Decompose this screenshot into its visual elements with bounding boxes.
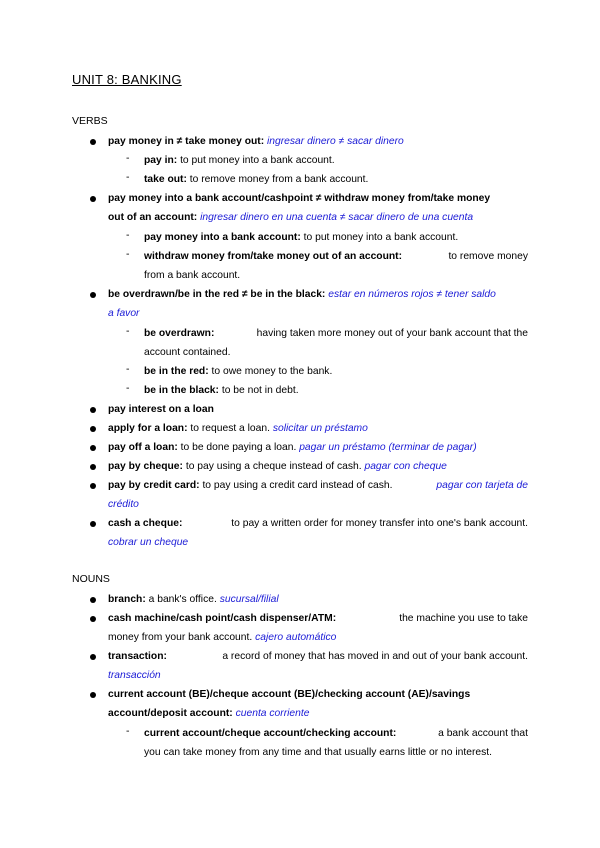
dash-marker: - [126,363,130,375]
list-item [108,189,528,227]
spanish-translation: pagar con cheque [364,461,447,472]
spanish-translation: ingresar dinero en una cuenta ≠ sacar dinero de una cuenta [200,212,474,223]
bullet-point [90,616,96,622]
sub-list-item [144,170,528,189]
term: current account/cheque account/checking account: [144,728,397,739]
bullet-point [90,597,96,603]
definition-continued: from a bank account. [144,270,241,281]
list-item [108,609,528,647]
list-item [108,457,528,476]
page-title: UNIT 8: BANKING [72,72,182,87]
bullet-point [90,521,96,527]
dash-marker: - [126,725,130,737]
spanish-translation: transacción [108,670,161,681]
term: be overdrawn: [144,328,215,339]
bullet-point [90,445,96,451]
sub-list-item [144,381,528,400]
bullet-point [90,483,96,489]
spanish-translation: ingresar dinero ≠ sacar dinero [267,136,404,147]
term: branch: [108,594,146,605]
definition: a record of money that has moved in and out of your bank account. [222,651,528,662]
dash-marker: - [126,171,130,183]
dash-marker: - [126,382,130,394]
spanish-translation: pagar con tarjeta de [436,480,528,491]
term: be in the red: [144,366,209,377]
sub-list-item [144,247,528,285]
list-item [108,132,528,151]
dash-marker: - [126,229,130,241]
bullet-point [90,426,96,432]
bullet-point [90,692,96,698]
dash-marker: - [126,325,130,337]
term: withdraw money from/take money out of an account: [144,251,403,262]
definition: to put money into a bank account. [180,155,335,166]
dash-marker: - [126,152,130,164]
term: be overdrawn/be in the red ≠ be in the black: [108,289,326,300]
definition: to owe money to the bank. [211,366,333,377]
term: be in the black: [144,385,219,396]
bullet-point [90,196,96,202]
term: pay money into a bank account: [144,232,301,243]
spanish-translation: cajero automático [255,632,337,643]
term: pay off a loan: [108,442,178,453]
definition: to be not in debt. [221,385,299,396]
spanish-translation-continued: a favor [108,308,140,319]
bullet-point [90,654,96,660]
term: pay money into a bank account/cashpoint ≠ withdraw money from/take money [108,193,491,204]
term: current account (BE)/cheque account (BE)/checking account (AE)/savings [108,689,471,700]
sub-list-item [144,362,528,381]
bullet-point [90,292,96,298]
term: pay in: [144,155,178,166]
spanish-translation-continued: crédito [108,499,139,510]
definition-continued: money from your bank account. [108,632,253,643]
definition: to request a loan. [190,423,270,434]
term: transaction: [108,651,167,662]
definition: a bank account that [438,728,528,739]
term: pay by cheque: [108,461,183,472]
definition: to remove money [448,251,528,262]
spanish-translation: sucursal/filial [219,594,279,605]
sub-list-item [144,228,528,247]
section-label-verbs: VERBS [72,115,108,127]
term: account/deposit account: [108,708,233,719]
term: cash machine/cash point/cash dispenser/ATM: [108,613,337,624]
term: pay money in ≠ take money out: [108,136,265,147]
bullet-point [90,407,96,413]
list-item [108,438,528,457]
term: pay interest on a loan [108,404,214,415]
spanish-translation: estar en números rojos ≠ tener saldo [328,289,496,300]
definition: to pay using a cheque instead of cash. [185,461,362,472]
term: pay by credit card: [108,480,200,491]
list-item [108,685,528,723]
sub-list-item [144,324,528,362]
dash-marker: - [126,248,130,260]
list-item [108,400,528,419]
definition-continued: you can take money from any time and that usually earns little or no interest. [144,747,492,758]
definition: to put money into a bank account. [303,232,459,243]
bullet-point [90,464,96,470]
term: out of an account: [108,212,198,223]
definition: to remove money from a bank account. [189,174,369,185]
definition: to pay using a credit card instead of cash. [202,480,393,491]
list-item [108,419,528,438]
definition: to pay a written order for money transfer into one's bank account. [231,518,528,529]
definition-continued: account contained. [144,347,231,358]
definition: a bank's office. [148,594,217,605]
list-item [108,285,528,323]
term: cash a cheque: [108,518,183,529]
spanish-translation: pagar un préstamo (terminar de pagar) [299,442,477,453]
section-label-nouns: NOUNS [72,573,110,585]
spanish-translation: cobrar un cheque [108,537,189,548]
definition: the machine you use to take [399,613,528,624]
sub-list-item [144,724,528,762]
list-item [108,514,528,552]
list-item [108,647,528,685]
list-item [108,590,528,609]
bullet-point [90,139,96,145]
definition: having taken more money out of your bank account that the [256,328,528,339]
spanish-translation: solicitar un préstamo [272,423,368,434]
term: take out: [144,174,187,185]
list-item [108,476,528,514]
term: apply for a loan: [108,423,188,434]
definition: to be done paying a loan. [180,442,297,453]
spanish-translation: cuenta corriente [235,708,310,719]
sub-list-item [144,151,528,170]
